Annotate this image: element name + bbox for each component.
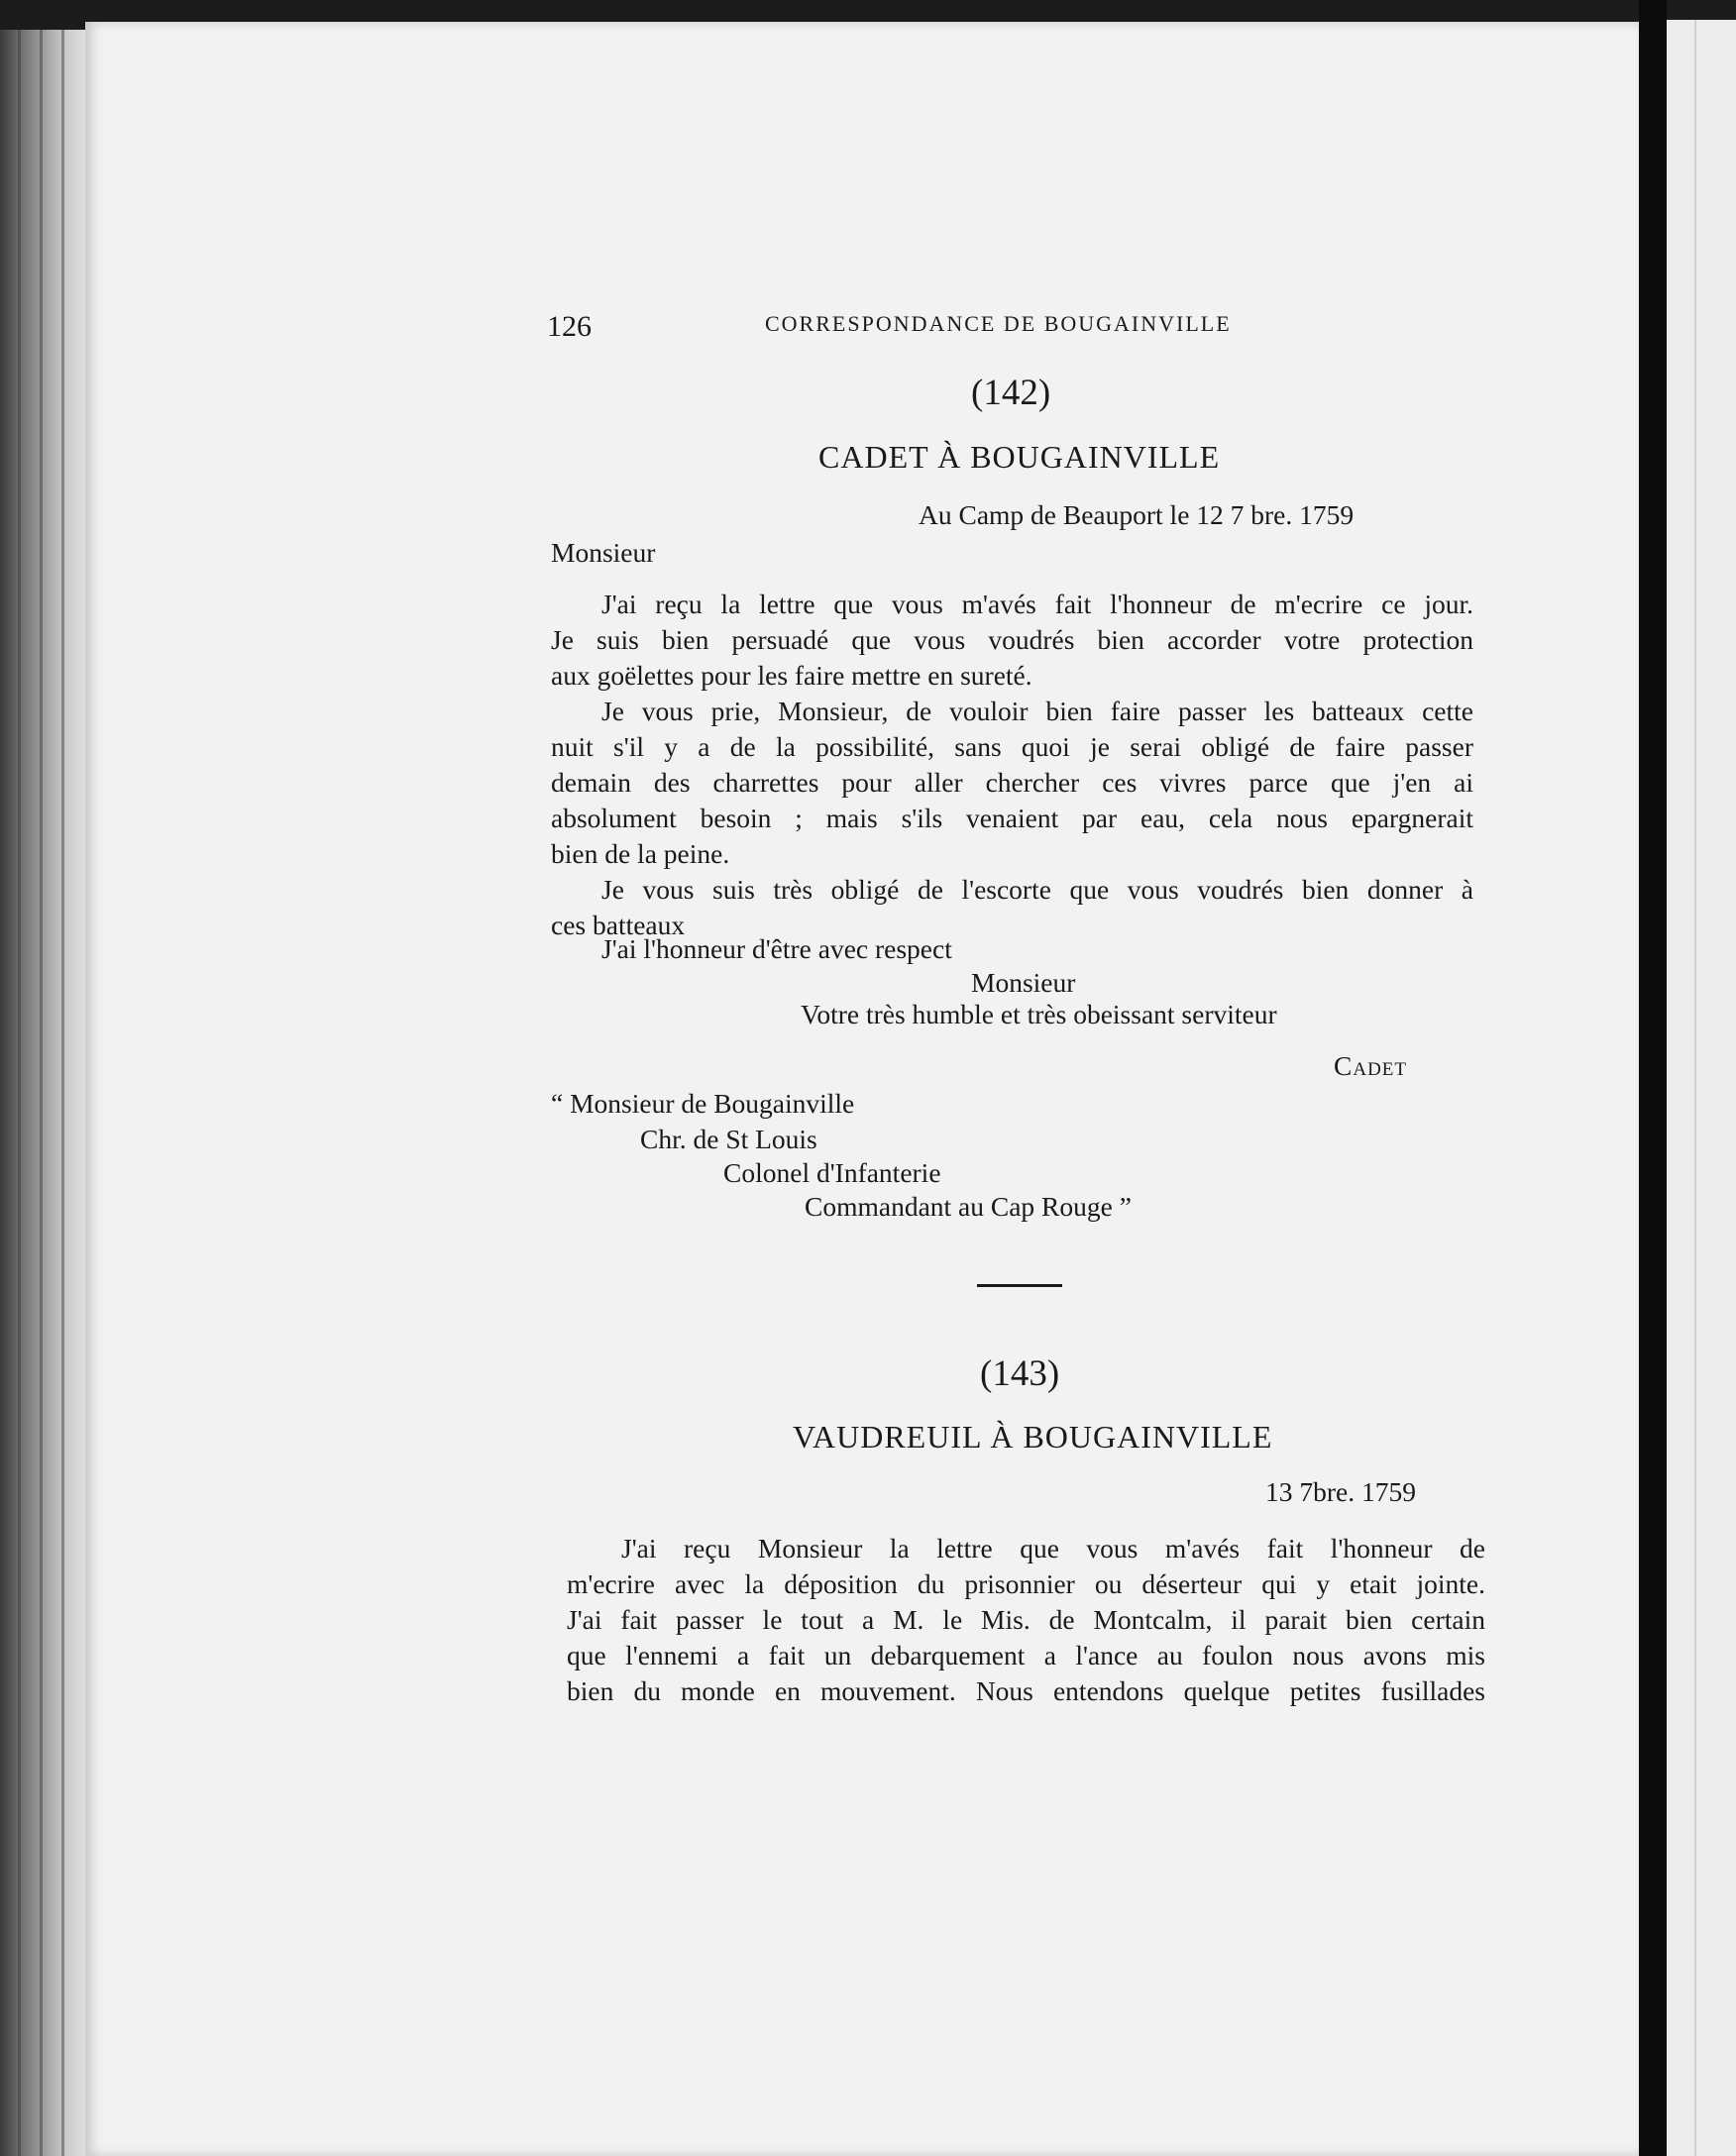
address-line: Chr. de St Louis <box>640 1124 817 1154</box>
letter-date: 13 7bre. 1759 <box>1265 1476 1416 1507</box>
text-line: J'ai fait passer le tout a M. le Mis. de Montcalm, il parait bien certain <box>567 1604 1485 1635</box>
book-page-edges <box>0 30 91 2156</box>
letter-title: CADET À BOUGAINVILLE <box>818 439 1221 475</box>
page-number: 126 <box>547 310 592 343</box>
signature: Cadet <box>1334 1050 1407 1081</box>
letter-number: (142) <box>971 373 1051 413</box>
facing-page-line <box>1694 20 1696 2156</box>
text-line: ces batteaux <box>551 910 686 940</box>
page-edge-line <box>40 30 43 2156</box>
gutter-shadow <box>1639 0 1667 2156</box>
text-line: nuit s'il y a de la possibilité, sans quoi je serai obligé de faire passer <box>551 731 1473 762</box>
text-line: J'ai reçu Monsieur la lettre que vous m'avés fait l'honneur de <box>621 1533 1485 1563</box>
section-divider <box>977 1284 1062 1287</box>
closing-monsieur: Monsieur <box>971 967 1076 998</box>
text-line: J'ai reçu la lettre que vous m'avés fait l'honneur de m'ecrire ce jour. <box>601 589 1473 619</box>
closing-servant: Votre très humble et très obeissant serviteur <box>801 999 1277 1029</box>
closing-line: J'ai l'honneur d'être avec respect <box>601 933 952 964</box>
text-line: Je suis bien persuadé que vous voudrés bien accorder votre protection <box>551 624 1473 655</box>
text-line: demain des charrettes pour aller chercher ces vivres parce que j'en ai <box>551 767 1473 798</box>
text-line: absolument besoin ; mais s'ils venaient par eau, cela nous epargnerait <box>551 803 1473 833</box>
text-line: que l'ennemi a fait un debarquement a l'ance au foulon nous avons mis <box>567 1640 1485 1671</box>
book-page <box>85 22 1639 2156</box>
letter-number: (143) <box>980 1353 1060 1394</box>
running-title: CORRESPONDANCE DE BOUGAINVILLE <box>765 311 1232 336</box>
letter-title: VAUDREUIL À BOUGAINVILLE <box>793 1419 1273 1455</box>
page-edge-line <box>61 30 64 2156</box>
text-line: aux goëlettes pour les faire mettre en sureté. <box>551 660 1032 691</box>
text-line: Je vous suis très obligé de l'escorte que vous voudrés bien donner à <box>601 874 1473 905</box>
text-line: bien de la peine. <box>551 838 730 869</box>
text-line: m'ecrire avec la déposition du prisonnier ou déserteur qui y etait jointe. <box>567 1568 1485 1599</box>
facing-page-edge <box>1667 20 1736 2156</box>
text-line: Je vous prie, Monsieur, de vouloir bien faire passer les batteaux cette <box>601 696 1473 726</box>
page-edge-line <box>18 30 21 2156</box>
letter-date: Au Camp de Beauport le 12 7 bre. 1759 <box>919 499 1355 530</box>
address-line: Colonel d'Infanterie <box>723 1157 941 1188</box>
address-line: “ Monsieur de Bougainville <box>551 1088 855 1119</box>
text-line: bien du monde en mouvement. Nous entendons quelque petites fusillades <box>567 1675 1485 1706</box>
salutation: Monsieur <box>551 537 656 568</box>
address-line: Commandant au Cap Rouge ” <box>805 1191 1132 1222</box>
